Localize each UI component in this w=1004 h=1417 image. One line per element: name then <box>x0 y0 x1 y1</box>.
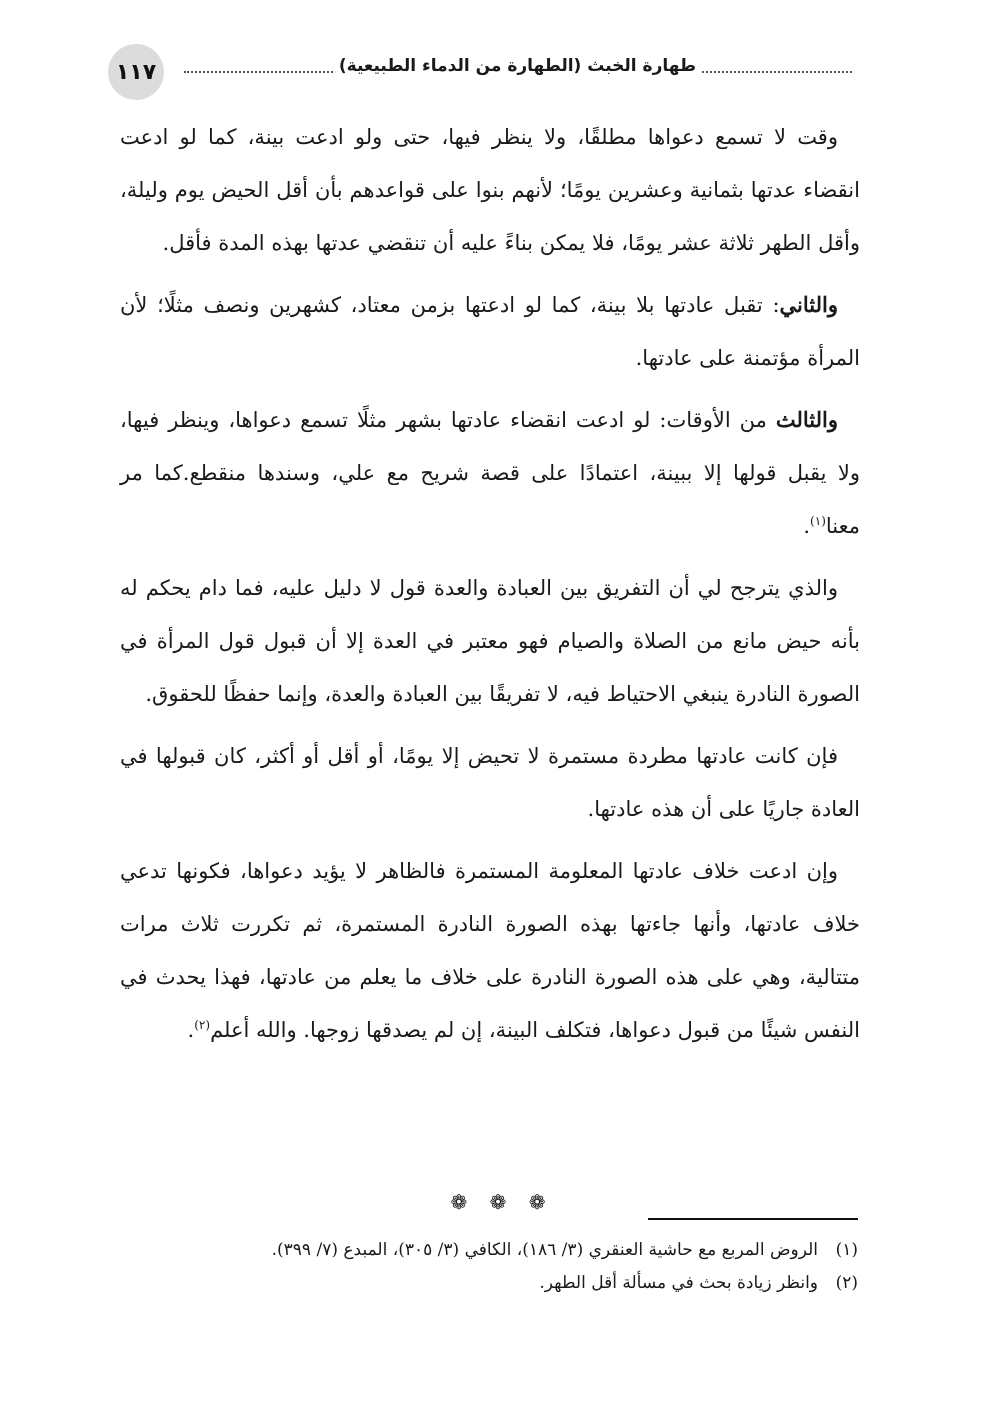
footnote-ref[interactable]: (٢) <box>194 1018 211 1032</box>
footnote-number: (٢) <box>835 1273 858 1293</box>
footnotes <box>138 1234 858 1300</box>
running-header <box>178 56 858 76</box>
paragraph-text: فإن كانت عادتها مطردة مستمرة لا تحيض إلا يومًا، أو أقل أو أكثر، كان قبولها في العادة جاريًا على أن هذه عادتها. <box>120 744 860 821</box>
paragraph-text: من الأوقات: لو ادعت انقضاء عادتها بشهر مثلًا تسمع دعواها، وينظر فيها، ولا يقبل قولها إلا ببينة، اعتمادًا على قصة شريح مع علي، وسندها منقطع.كما مر معنا <box>120 408 860 538</box>
footnote-item <box>138 1234 858 1267</box>
section-separator: ❁ ❁ ❁ <box>450 1190 554 1214</box>
header-dots-right <box>702 59 852 73</box>
paragraph-text: : تقبل عادتها بلا بينة، كما لو ادعتها بزمن معتاد، كشهرين ونصف مثلًا؛ لأن المرأة مؤتمنة على عادتها. <box>120 293 860 370</box>
paragraph <box>120 729 860 836</box>
footnote-text: وانظر زيادة بحث في مسألة أقل الطهر. <box>539 1273 818 1293</box>
main-text <box>120 110 860 1065</box>
paragraph-lead: والثالث <box>775 407 838 432</box>
footnote-ref[interactable]: (١) <box>810 514 826 528</box>
paragraph-text: وقت لا تسمع دعواها مطلقًا، ولا ينظر فيها، حتى ولو ادعت بينة، كما لو ادعت انقضاء عدتها بثمانية وعشرين يومًا؛ لأنهم بنوا على قواعدهم بأن أقل الحيض يوم وليلة، وأقل الطهر ثلاثة عشر يومًا، فلا يمكن بناءً عليه أن تنقضي عدتها بهذه المدة فأقل. <box>120 125 860 255</box>
header-dots-left <box>184 59 333 73</box>
paragraph <box>120 278 860 385</box>
page-number: ١١٧ <box>108 44 164 100</box>
footnote-text: الروض المربع مع حاشية العنقري (٣/ ١٨٦)، الكافي (٣/ ٣٠٥)، المبدع (٧/ ٣٩٩). <box>271 1240 818 1260</box>
header-title: طهارة الخبث (الطهارة من الدماء الطبيعية) <box>338 56 696 76</box>
footnote-number: (١) <box>835 1240 858 1260</box>
paragraph-text: والذي يترجح لي أن التفريق بين العبادة والعدة قول لا دليل عليه، فما دام يحكم له بأنه حيض مانع من الصلاة والصيام فهو معتبر في العدة إلا أن قبول قول المرأة في الصورة النادرة ينبغي الاحتياط فيه، لا تفريقًا بين العبادة والعدة، وإنما حفظًا للحقوق. <box>120 576 860 706</box>
paragraph: والثالث من الأوقات: لو ادعت انقضاء عادتها بشهر مثلًا تسمع دعواها، وينظر فيها، ولا يقبل قولها إلا ببينة، اعتمادًا على قصة شريح مع علي، وسندها منقطع.كما مر معنا$^{(١)}$. <box>120 407 860 538</box>
footnote-item <box>138 1267 858 1300</box>
paragraph-text: وإن ادعت خلاف عادتها المعلومة المستمرة فالظاهر لا يؤيد دعواها، فكونها تدعي خلاف عادتها، وأنها جاءتها بهذه الصورة النادرة المستمرة، ثم تكررت ثلاث مرات متتالية، وهي على هذه الصورة النادرة على خلاف ما يعلم من عادتها، فهذا يحدث في النفس شيئًا من قبول دعواها، فتكلف البينة، إن لم يصدقها زوجها. والله أعلم <box>120 859 860 1042</box>
page-header <box>108 44 858 106</box>
paragraph <box>120 110 860 270</box>
paragraph <box>120 561 860 721</box>
footnote-divider <box>648 1218 858 1220</box>
paragraph-lead: والثاني <box>779 292 838 317</box>
paragraph: وإن ادعت خلاف عادتها المعلومة المستمرة فالظاهر لا يؤيد دعواها، فكونها تدعي خلاف عادتها، وأنها جاءتها بهذه الصورة النادرة المستمرة، ثم تكررت ثلاث مرات متتالية، وهي على هذه الصورة النادرة على خلاف ما يعلم من عادتها، فهذا يحدث في النفس شيئًا من قبول دعواها، فتكلف البينة، إن لم يصدقها زوجها. والله أعلم$^{(٢)}$. <box>120 859 860 1042</box>
